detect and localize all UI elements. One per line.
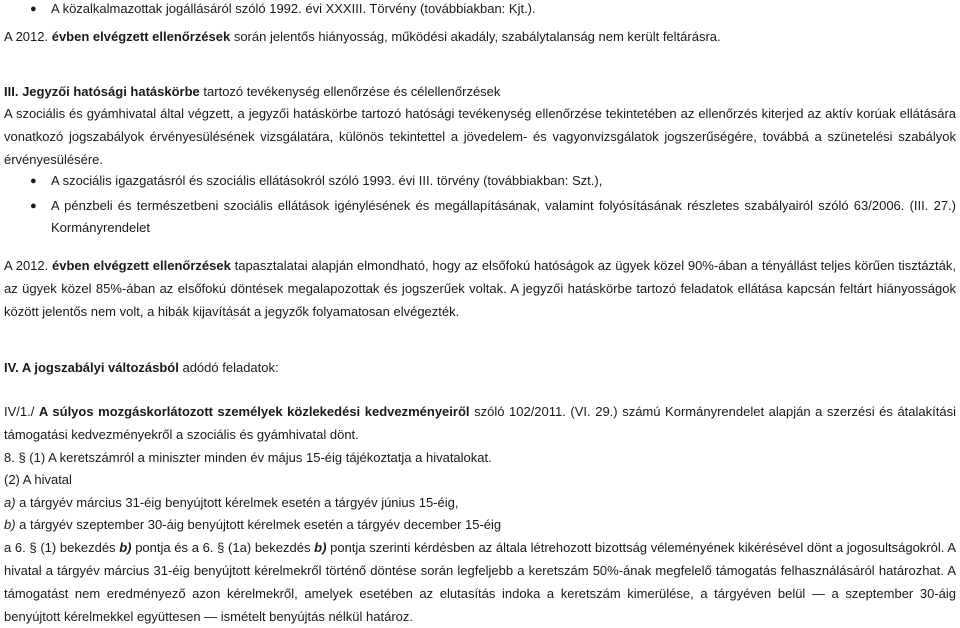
bullet-icon: ● [30,175,37,188]
rule-line-2: (2) A hivatal [4,472,72,488]
bullet-icon: ● [30,199,37,212]
rule-line-b: b) a tárgyév szeptember 30-áig benyújtott kérelmek esetén a tárgyév december 15-éig [4,517,502,533]
section-iii-heading: III. Jegyzői hatósági hatáskörbe tartozó tevékenység ellenőrzése és célellenőrzések [4,83,501,99]
kjt-bullet [4,1,956,17]
document-page [0,1,960,625]
decision-paragraph: a 6. § (1) bekezdés b) pontja és a 6. § (1a) bekezdés b) pontja szerinti kérdésben az általa létrehozott bizottság véleményének kikérésével dönt a jogosultságokról. A hivatal a tárgyév március 31-éig benyújtott kérelmekről történő döntése során legfeljebb a keretszám 50%-ának megfelelő támogatás felhasználásáról határozhat. A támogatást nem eredményező azon kérelmekről, amelyek esetében az elutasítás indoka a keretszám kimerülése, a tárgyéven belül — a szeptember 30-áig benyújtott kérelmekkel együttesen — ismételt benyújtás nélkül határoz. [4,540,956,625]
rule-line-a: a) a tárgyév március 31-éig benyújtott kérelmek esetén a tárgyév június 15-éig, [4,495,459,511]
szt-bullet: ● A szociális igazgatásról és szociális ellátásokról szóló 1993. évi III. törvény (továbbiakban: Szt.), [30,173,603,189]
bullet-icon: ● [30,3,37,15]
section-iv-1-paragraph: IV/1./ A súlyos mozgáskorlátozott személyek közlekedési kedvezményeiről szóló 102/2011. (VI. 29.) számú Kormányrendelet alapján a szerzési és átalakítási támogatási kedvezményekről a szociális és gyámhivatal dönt. [4,404,956,443]
section-iv-heading: IV. A jogszabályi változásból adódó feladatok: [4,359,279,375]
korm-rendelet-bullet: ● A pénzbeli és természetbeni szociális ellátások igénylésének és megállapításának, valamint folyósításának részletes szabályairól szóló 63/2006. (III. 27.) Kormányrendelet [4,195,956,239]
section-iii-body: A szociális és gyámhivatal által végzett, a jegyzői hatáskörbe tartozó hatósági tevékenység ellenőrzése tekintetében az ellenőrzés kiterjed az aktív korúak ellátására vonatkozó jogszabályok érvényesülésének vizsgálatára, különös tekintettel a jövedelem- és vagyonvizsgálatok jogszerűségére, továbbá a szünetelési szabályok érvényesülésére. [4,106,956,168]
rule-line-1: 8. § (1) A keretszámról a miniszter minden év május 15-éig tájékoztatja a hivatalokat. [4,450,492,466]
bullet-text: A közalkalmazottak jogállásáról szóló 1992. évi XXXIII. Törvény (továbbiakban: Kjt.). [51,1,536,16]
section-iii-findings: A 2012. évben elvégzett ellenőrzések tapasztalatai alapján elmondható, hogy az elsőfokú hatóságok az ügyek közel 90%-ában a tényállást teljes körűen tisztázták, az ügyek közel 85%-ában az elsőfokú döntések megalapozottak és jogszerűek voltak. A jegyzői hatáskörbe tartozó feladatok ellátása kapcsán feltárt hiányosságok között jelentős nem volt, a hibák kijavítását a jegyzők folyamatosan elvégezték. [4,257,956,319]
result-2012-paragraph: A 2012. évben elvégzett ellenőrzések során jelentős hiányosság, működési akadály, szabálytalanság nem került feltárásra. [4,29,721,45]
